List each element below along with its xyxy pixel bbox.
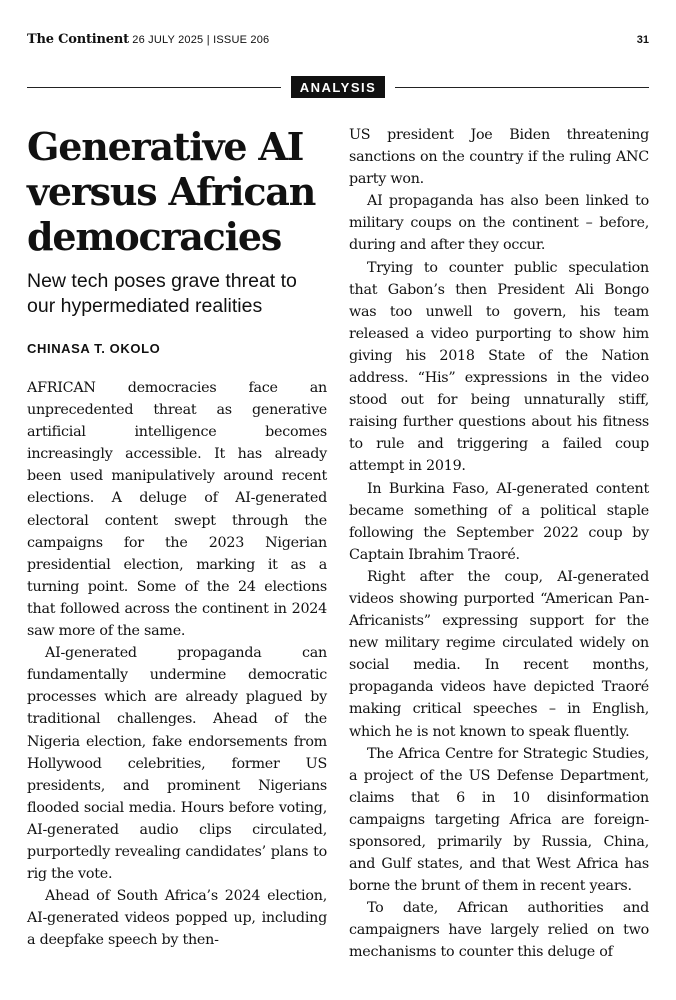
meta-separator: |	[206, 34, 210, 46]
section-rule-left	[27, 87, 281, 88]
issue-number: ISSUE 206	[213, 34, 270, 46]
paragraph: AI-generated propaganda can fundamentally undermine democratic processes which are already plagued by traditional challenges. Ahead of the Nigeria election, fake endorsements from Hollywood celebrities, former US presidents, and prominent Nigerians flooded social media. Hours before voting, AI-generated audio clips circulated, purportedly revealing candidates’ plans to rig the vote.	[27, 645, 327, 883]
paragraph: AFRICAN democracies face an unprecedented threat as generative artificial intelligence becomes increasingly accessible. It has already been used manipulatively around recent elections. A deluge of AI-generated electoral content swept through the campaigns for the 2023 Nigerian presidential election, marking it as a turning point. Some of the 24 elections that followed across the continent in 2024 saw more of the same.	[27, 380, 327, 640]
masthead	[27, 32, 269, 47]
section-label: ANALYSIS	[291, 76, 386, 98]
article-byline: CHINASA T. OKOLO	[27, 341, 161, 356]
paragraph: AI propaganda has also been linked to military coups on the continent – before, during and after they occur.	[349, 193, 649, 254]
paragraph: Right after the coup, AI-generated videos showing purported “American Pan-Africanists” expressing support for the new military regime circulated widely on social media. In recent months, propaganda videos have depicted Traoré making critical speeches – in English, which he is not known to speak fluently.	[349, 568, 649, 740]
paragraph: Trying to counter public speculation that Gabon’s then President Ali Bongo was too unwell to govern, his team released a video purporting to show him giving his 2018 State of the Nation address. “His” expressions in the video stood out for being unnaturally stiff, raising further questions about his fitness to rule and triggering a failed coup attempt in 2019.	[349, 259, 649, 475]
article-headline: Generative AI versus African democracies	[27, 124, 316, 259]
paragraph: The Africa Centre for Strategic Studies, a project of the US Defense Department, claims that 6 in 10 disinformation campaigns targeting Africa are foreign-sponsored, primarily by Russia, China, and Gulf states, and that West Africa has borne the brunt of them in recent years.	[349, 745, 649, 895]
section-banner	[27, 76, 649, 98]
issue-date: 26 JULY 2025	[132, 34, 204, 46]
section-rule-right	[395, 87, 649, 88]
paragraph-continuation: US president Joe Biden threatening sanctions on the country if the ruling ANC party won.	[349, 127, 649, 188]
paragraph: Ahead of South Africa’s 2024 election, AI-generated videos popped up, including a deepfake speech by then-	[27, 888, 327, 949]
article-subhead: New tech poses grave threat to our hypermediated realities	[27, 270, 297, 317]
paragraph: In Burkina Faso, AI-generated content became something of a political staple following the September 2022 coup by Captain Ibrahim Traoré.	[349, 480, 649, 563]
page-number: 31	[636, 34, 649, 46]
article-column-right	[349, 124, 649, 964]
page-header	[27, 32, 649, 47]
article-column-left	[27, 124, 327, 951]
publication-name: The Continent	[27, 32, 129, 47]
article-body-left	[27, 377, 327, 951]
paragraph: To date, African authorities and campaigners have largely relied on two mechanisms to counter this deluge of	[349, 900, 649, 961]
